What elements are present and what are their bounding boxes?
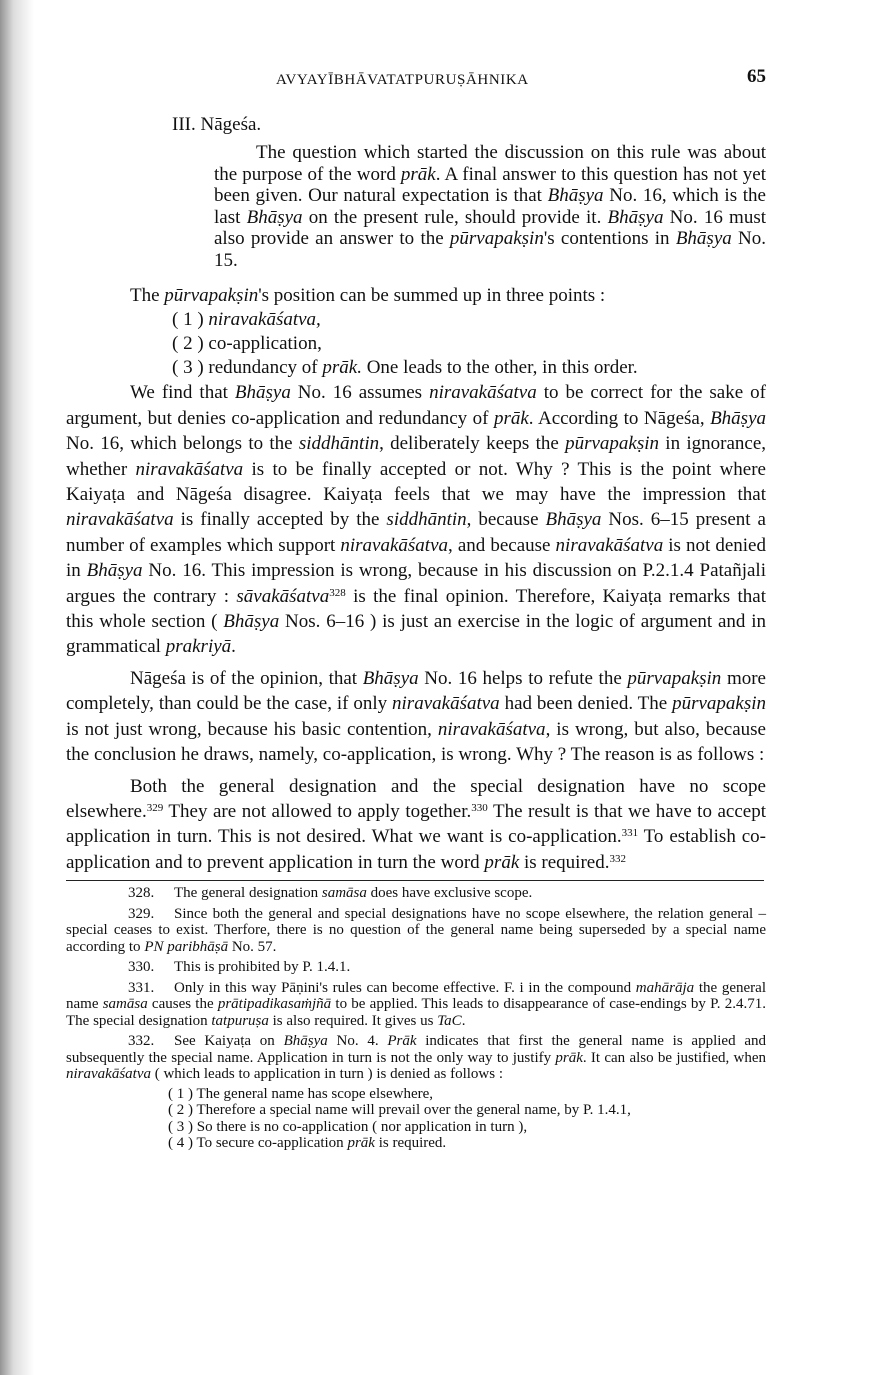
footnote-ref[interactable]: 328 xyxy=(329,586,346,599)
page-number: 65 xyxy=(747,66,766,87)
footnote-332-list xyxy=(168,1086,766,1152)
footnote-list-item: ( 4 ) To secure co-application prāk is required. xyxy=(168,1135,447,1152)
summary-paragraph: The pūrvapakṣin's position can be summed up in three points : xyxy=(130,285,606,306)
intro-paragraph: The question which started the discussion on this rule was about the purpose of the word prāk. A final answer to this question has not yet been given. Our natural expectation is that Bhāṣya No. 16, which is the last Bhāṣya on the present rule, should provide it. Bhāṣya No. 16 must also provide an answer to the pūrvapakṣin's contentions in Bhāṣya No. 15. xyxy=(214,142,766,271)
body-paragraph-1: We find that Bhāṣya No. 16 assumes niravakāśatva to be correct for the sake of argument, but denies co-application and redundancy of prāk. According to Nāgeśa, Bhāṣya No. 16, which belongs to the siddhāntin, deliberately keeps the pūrvapakṣin in ignorance, whether niravakāśatva is to be finally accepted or not. Why ? This is the point where Kaiyaṭa and Nāgeśa disagree. Kaiyaṭa feels that we may have the impression that niravakāśatva is finally accepted by the siddhāntin, because Bhāṣya Nos. 6–15 present a number of examples which support niravakāśatva, and because niravakāśatva is not denied in Bhāṣya No. 16. This impression is wrong, because in his discussion on P.2.1.4 Patañjali argues the contrary : sāvakāśatva$^{328}$ is the final opinion. Therefore, Kaiyaṭa remarks that this whole section ( Bhāṣya Nos. 6–16 ) is just an exercise in the logic of argument and in grammatical prakriyā. xyxy=(66,382,767,658)
section-heading: III. Nāgeśa. xyxy=(172,114,262,135)
page-header xyxy=(66,60,766,90)
body-paragraph-2: Nāgeśa is of the opinion, that Bhāṣya No. 16 helps to refute the pūrvapakṣin more completely, than could be the case, if only niravakāśatva had been denied. The pūrvapakṣin is not just wrong, because his basic contention, niravakāśatva, is wrong, but also, because the conclusion he draws, namely, co-application, is wrong. Why ? The reason is as follows : xyxy=(66,667,767,766)
page xyxy=(66,60,766,1152)
footnote-330: 330. This is prohibited by P. 1.4.1. xyxy=(128,959,351,976)
points-list xyxy=(172,308,766,380)
footnote-ref[interactable]: 330 xyxy=(471,801,488,814)
footnote-ref[interactable]: 329 xyxy=(146,801,164,814)
body-paragraph-3: Both the general designation and the special designation have no scope elsewhere.$^{329}$ They are not allowed to apply together.$^{330}$ The result is that we have to accept application in turn. This is not desired. What we want is co-application.$^{331}$ To establish co-application and to prevent application in turn the word prāk is required.$^{332}$ xyxy=(66,775,767,873)
point-item: ( 1 ) niravakāśatva, xyxy=(172,309,321,331)
footnote-ref[interactable]: 332 xyxy=(609,852,626,865)
point-item: ( 2 ) co-application, xyxy=(172,333,322,355)
footnote-divider xyxy=(66,880,764,881)
footnote-ref[interactable]: 331 xyxy=(621,827,639,840)
footnote-list-item: ( 3 ) So there is no co-application ( nor application in turn ), xyxy=(168,1118,528,1135)
footnote-332: 332. See Kaiyaṭa on Bhāṣya No. 4. Prāk indicates that first the general name is applied and subsequently the special name. Application in turn is not the only way to justify prāk. It can also be justified, when niravakāśatva ( which leads to application in turn ) is denied as follows : xyxy=(66,1033,766,1083)
footnote-list-item: ( 2 ) Therefore a special name will prevail over the general name, by P. 1.4.1, xyxy=(168,1102,631,1119)
footnote-328: 328. The general designation samāsa does have exclusive scope. xyxy=(128,885,533,902)
running-head: AVYAYĪBHĀVATATPURUṢĀHNIKA xyxy=(276,72,529,88)
footnote-329: 329. Since both the general and special designations have no scope elsewhere, the relation general – special ceases to exist. Therfore, there is no question of the general name being superseded by a special name according to PN paribhāṣā No. 57. xyxy=(66,905,766,955)
footnote-331: 331. Only in this way Pāṇini's rules can become effective. F. i in the compound mahārāja the general name samāsa causes the prātipadikasaṁjñā to be applied. This leads to disappearance of case-endings by P. 2.4.71. The special designation tatpuruṣa is also required. It gives us TaC. xyxy=(66,979,766,1029)
point-item: ( 3 ) redundancy of prāk. One leads to the other, in this order. xyxy=(172,357,638,379)
footnote-list-item: ( 1 ) The general name has scope elsewhere, xyxy=(168,1085,434,1102)
scan-shadow-edge xyxy=(0,0,34,1375)
